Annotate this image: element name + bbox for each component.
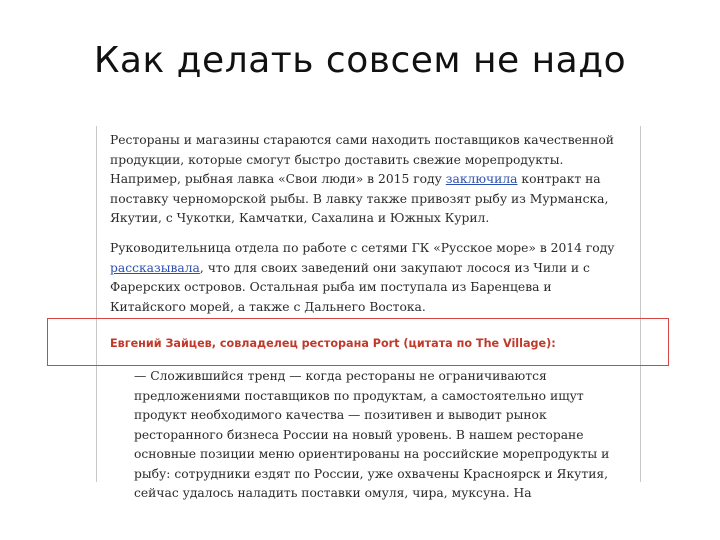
quote-text: — Сложившийся тренд — когда рестораны не ограничиваются предложениями поставщиков по продуктам, а самостоятельно ищут продукт необходимого качества — позитивен и выводит рынок ресторанного бизнеса России на новый уровень. В нашем ресторане основные позиции меню ориентированы на российские морепродукты и рыбу: сотрудники ездят по России, уже охвачены Красноярск и Якутия, сейчас удалось наладить поставки омуля, чира, муксуна. На — [134, 369, 610, 500]
quote-author-name: Евгений Зайцев — [110, 337, 212, 350]
paragraph-2 — [110, 239, 630, 317]
paragraph-2-text-before: Руководительница отдела по работе с сетями ГК «Русское море» в 2014 году — [110, 241, 615, 255]
paragraph-1 — [110, 131, 630, 229]
highlight-box — [47, 318, 669, 366]
quote-author-role: , совладелец ресторана Port (цитата по The Village): — [211, 337, 556, 350]
link-zaklyuchila[interactable]: заключила — [445, 172, 518, 186]
paragraph-2-text-after: , что для своих заведений они закупают лосося из Чили и с Фарерских островов. Остальная рыба им поступала из Баренцева и Китайского морей, а также с Дальнего Востока. — [110, 260, 590, 314]
paragraph-1-text-before: Рестораны и магазины стараются сами находить поставщиков качественной продукции, которые смогут быстро доставить свежие морепродукты. Например, рыбная лавка «Свои люди» в 2015 году — [110, 133, 614, 186]
slide-title: Как делать совсем не надо — [93, 40, 627, 81]
link-rasskazyvala[interactable]: рассказывала — [110, 260, 200, 275]
document-border-right — [640, 126, 641, 482]
article-excerpt — [96, 122, 640, 500]
paragraph-1-text-after: контракт на поставку черноморской рыбы. В лавку также привозят рыбу из Мурманска, Якутии, с Чукотки, Камчатки, Сахалина и Южных Курил. — [110, 172, 609, 225]
